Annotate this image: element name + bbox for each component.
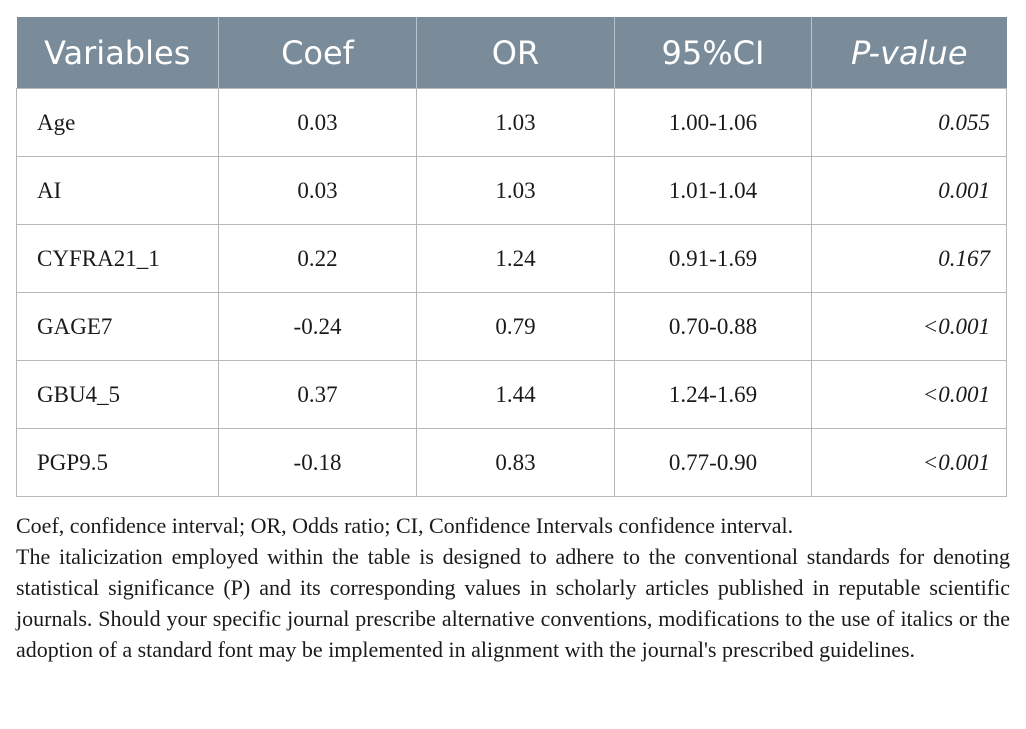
cell-ci: 0.70-0.88 [615, 293, 812, 361]
cell-p-value: 0.167 [812, 225, 1007, 293]
cell-coef: -0.18 [219, 429, 417, 497]
cell-ci: 1.24-1.69 [615, 361, 812, 429]
regression-results-table [16, 17, 1007, 497]
abbreviations-note: Coef, confidence interval; OR, Odds ratio; CI, Confidence Intervals confidence interval. [16, 513, 794, 538]
cell-or: 1.24 [417, 225, 615, 293]
table-body [17, 89, 1007, 497]
cell-variable: AI [17, 157, 219, 225]
cell-variable: PGP9.5 [17, 429, 219, 497]
table-row [17, 429, 1007, 497]
cell-or: 0.79 [417, 293, 615, 361]
cell-or: 1.44 [417, 361, 615, 429]
header-row [17, 17, 1007, 89]
cell-ci: 1.00-1.06 [615, 89, 812, 157]
cell-coef: 0.03 [219, 157, 417, 225]
cell-coef: 0.22 [219, 225, 417, 293]
results-table-container [16, 17, 1006, 497]
table-row [17, 361, 1007, 429]
cell-coef: 0.37 [219, 361, 417, 429]
cell-variable: GAGE7 [17, 293, 219, 361]
header-p-value: P-value [812, 17, 1007, 89]
table-row [17, 89, 1007, 157]
cell-coef: -0.24 [219, 293, 417, 361]
header-or: OR [417, 17, 615, 89]
cell-p-value: 0.001 [812, 157, 1007, 225]
header-variables: Variables [17, 17, 219, 89]
table-row [17, 225, 1007, 293]
cell-p-value: <0.001 [812, 361, 1007, 429]
cell-variable: Age [17, 89, 219, 157]
cell-or: 1.03 [417, 89, 615, 157]
cell-p-value: <0.001 [812, 429, 1007, 497]
cell-p-value: 0.055 [812, 89, 1007, 157]
table-header [17, 17, 1007, 89]
cell-ci: 1.01-1.04 [615, 157, 812, 225]
cell-or: 0.83 [417, 429, 615, 497]
cell-variable: GBU4_5 [17, 361, 219, 429]
table-row [17, 293, 1007, 361]
table-footnote [16, 510, 1010, 665]
table-row [17, 157, 1007, 225]
cell-ci: 0.77-0.90 [615, 429, 812, 497]
italics-note: The italicization employed within the table is designed to adhere to the conventional standards for denoting statistical significance (P) and its corresponding values in scholarly articles published in reputable scientific journals. Should your specific journal prescribe alternative conventions, modifications to the use of italics or the adoption of a standard font may be implemented in alignment with the journal's prescribed guidelines. [16, 544, 1010, 662]
cell-coef: 0.03 [219, 89, 417, 157]
cell-p-value: <0.001 [812, 293, 1007, 361]
header-coef: Coef [219, 17, 417, 89]
header-ci: 95%CI [615, 17, 812, 89]
cell-or: 1.03 [417, 157, 615, 225]
cell-variable: CYFRA21_1 [17, 225, 219, 293]
cell-ci: 0.91-1.69 [615, 225, 812, 293]
